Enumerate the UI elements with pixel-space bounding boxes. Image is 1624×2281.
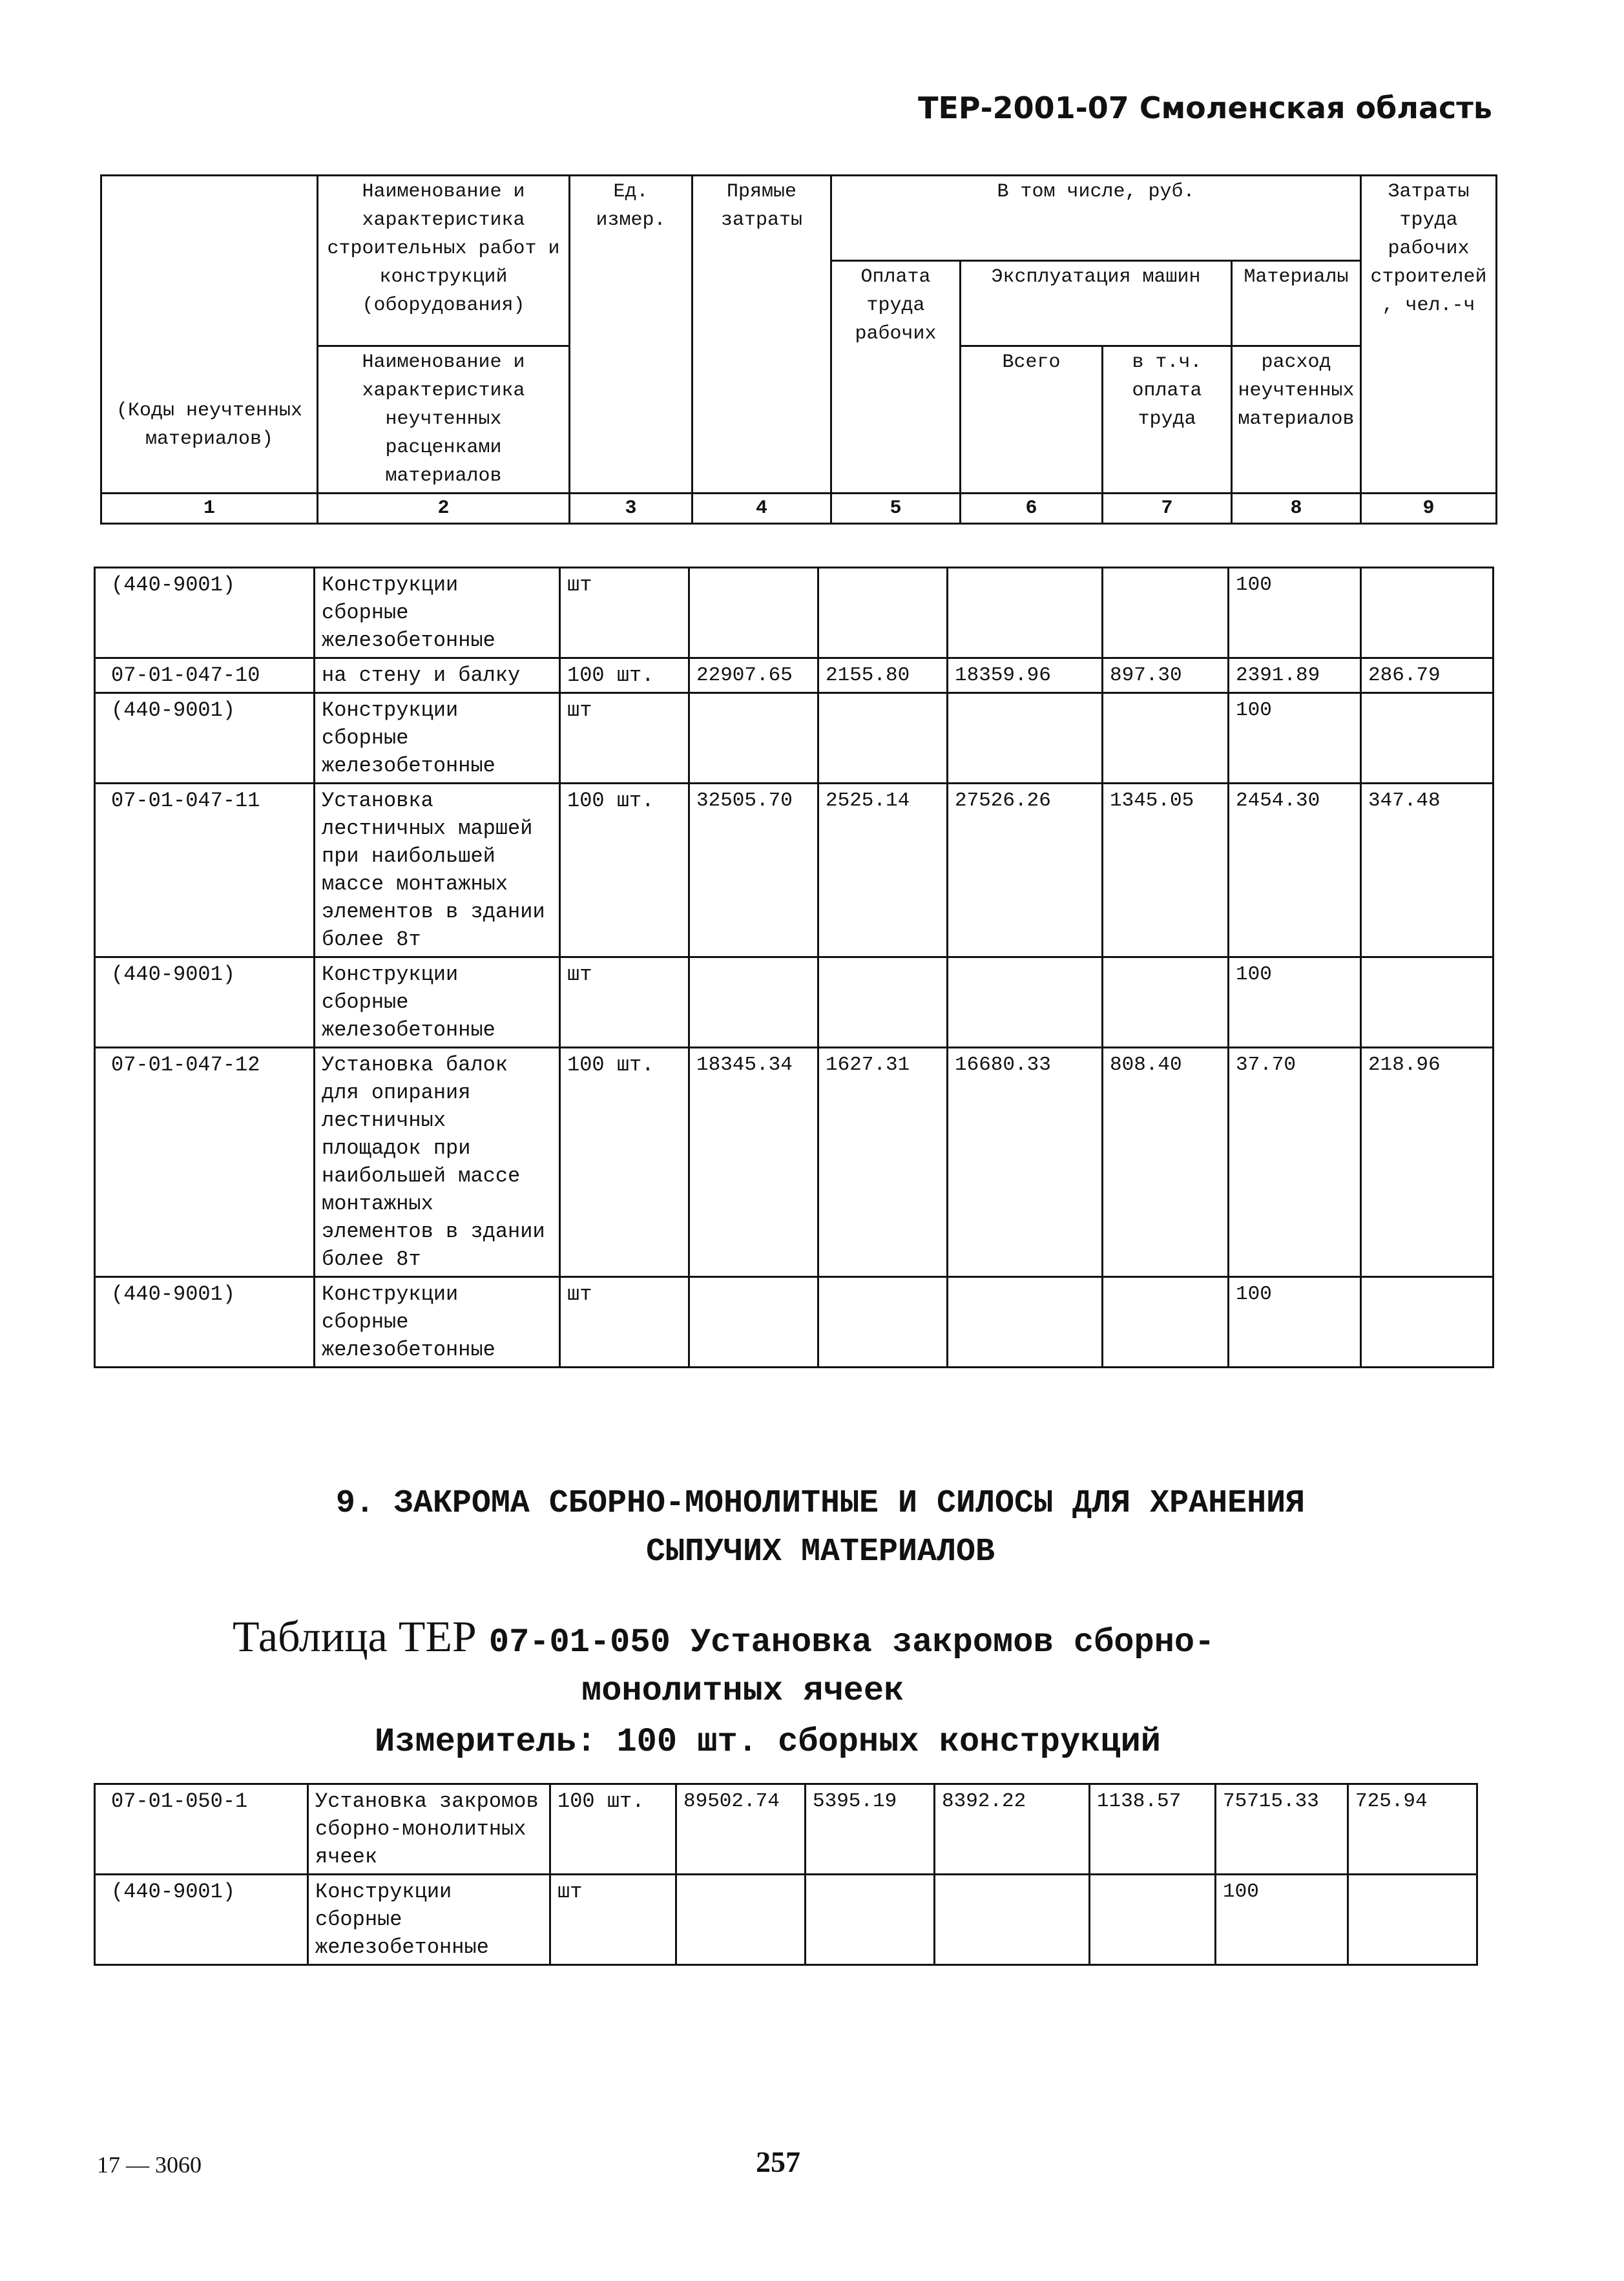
row-direct-costs: 18345.34 xyxy=(689,1048,818,1277)
row-name: Конструкции сборные железобетонные xyxy=(315,957,560,1048)
row-materials: 100 xyxy=(1229,568,1361,658)
header-name-works: Наименование и характеристика строительных работ и конструкций (оборудования) xyxy=(318,176,570,346)
table-row xyxy=(95,568,1494,658)
page-number: 257 xyxy=(756,2145,800,2178)
column-number: 4 xyxy=(692,494,831,524)
row-labor-pay xyxy=(818,1277,948,1368)
header-unit: Ед. измер. xyxy=(570,176,692,494)
table-row xyxy=(95,1277,1494,1368)
row-labor-pay: 2155.80 xyxy=(818,658,948,693)
header-direct-costs: Прямые затраты xyxy=(692,176,831,494)
row-name: Установка балок для опирания лестничных площадок при наибольшей массе монтажных элементов в здании более 8т xyxy=(315,1048,560,1277)
row-labor-hours xyxy=(1361,568,1494,658)
header-labor-hours: Затраты труда рабочих строителей, чел.-ч xyxy=(1361,176,1497,494)
row-name: Конструкции сборные железобетонные xyxy=(315,568,560,658)
row-machines-total: 16680.33 xyxy=(948,1048,1103,1277)
row-labor-pay: 5395.19 xyxy=(806,1784,935,1875)
row-unit: шт xyxy=(560,957,689,1048)
row-machines-total xyxy=(948,568,1103,658)
row-materials: 100 xyxy=(1229,957,1361,1048)
column-header-table xyxy=(100,174,1497,525)
row-materials: 2391.89 xyxy=(1229,658,1361,693)
section-title xyxy=(161,1479,1479,1576)
row-machines-labor xyxy=(1103,693,1229,784)
header-machines: Эксплуатация машин xyxy=(961,261,1232,346)
row-code: 07-01-050-1 xyxy=(95,1784,308,1875)
column-number: 8 xyxy=(1232,494,1361,524)
header-codes: (Коды неучтенных материалов) xyxy=(101,176,318,494)
row-unit: шт xyxy=(560,693,689,784)
row-code: (440-9001) xyxy=(95,1875,308,1965)
row-name: Конструкции сборные железобетонные xyxy=(315,1277,560,1368)
row-machines-labor xyxy=(1090,1875,1216,1965)
row-direct-costs xyxy=(689,1277,818,1368)
row-materials: 75715.33 xyxy=(1216,1784,1348,1875)
row-labor-hours: 725.94 xyxy=(1348,1784,1477,1875)
row-machines-labor xyxy=(1103,957,1229,1048)
header-machines-total: Всего xyxy=(961,346,1103,494)
row-labor-hours xyxy=(1348,1875,1477,1965)
row-direct-costs: 32505.70 xyxy=(689,784,818,957)
header-materials: Материалы xyxy=(1232,261,1361,346)
column-number: 5 xyxy=(831,494,961,524)
row-direct-costs: 22907.65 xyxy=(689,658,818,693)
table-row xyxy=(95,957,1494,1048)
row-labor-pay xyxy=(818,957,948,1048)
row-materials: 2454.30 xyxy=(1229,784,1361,957)
row-machines-labor: 808.40 xyxy=(1103,1048,1229,1277)
row-machines-total: 27526.26 xyxy=(948,784,1103,957)
row-machines-labor: 897.30 xyxy=(1103,658,1229,693)
row-unit: шт xyxy=(560,568,689,658)
header-machines-labor: в т.ч. оплата труда xyxy=(1103,346,1232,494)
row-unit: шт xyxy=(550,1875,676,1965)
row-code: 07-01-047-11 xyxy=(95,784,315,957)
row-labor-pay xyxy=(818,693,948,784)
row-unit: 100 шт. xyxy=(560,658,689,693)
row-labor-pay: 1627.31 xyxy=(818,1048,948,1277)
row-machines-total xyxy=(935,1875,1090,1965)
row-direct-costs: 89502.74 xyxy=(676,1784,806,1875)
footer-code: 17 — 3060 xyxy=(97,2152,202,2178)
row-name: на стену и балку xyxy=(315,658,560,693)
row-labor-pay xyxy=(806,1875,935,1965)
row-direct-costs xyxy=(676,1875,806,1965)
table-row xyxy=(95,1875,1477,1965)
row-machines-labor xyxy=(1103,1277,1229,1368)
row-labor-hours xyxy=(1361,1277,1494,1368)
header-name-materials: Наименование и характеристика неучтенных расценками материалов xyxy=(318,346,570,494)
row-code: 07-01-047-10 xyxy=(95,658,315,693)
row-unit: шт xyxy=(560,1277,689,1368)
row-unit: 100 шт. xyxy=(560,784,689,957)
row-machines-labor xyxy=(1103,568,1229,658)
row-direct-costs xyxy=(689,568,818,658)
row-machines-total: 18359.96 xyxy=(948,658,1103,693)
row-code: (440-9001) xyxy=(95,1277,315,1368)
row-labor-hours: 347.48 xyxy=(1361,784,1494,957)
row-direct-costs xyxy=(689,693,818,784)
column-number: 7 xyxy=(1103,494,1232,524)
row-name: Конструкции сборные железобетонные xyxy=(308,1875,550,1965)
header-labor-pay: Оплата труда рабочих xyxy=(831,261,961,494)
header-including: В том числе, руб. xyxy=(831,176,1361,261)
table-row xyxy=(95,1784,1477,1875)
row-materials: 100 xyxy=(1216,1875,1348,1965)
section-title-line: 9. ЗАКРОМА СБОРНО-МОНОЛИТНЫЕ И СИЛОСЫ ДЛЯ ХРАНЕНИЯ xyxy=(335,1485,1306,1522)
row-name: Установка лестничных маршей при наибольшей массе монтажных элементов в здании более 8т xyxy=(315,784,560,957)
row-machines-total xyxy=(948,1277,1103,1368)
row-name: Конструкции сборные железобетонные xyxy=(315,693,560,784)
row-code: 07-01-047-12 xyxy=(95,1048,315,1277)
table-caption xyxy=(233,1612,1460,1766)
row-labor-pay: 2525.14 xyxy=(818,784,948,957)
row-machines-total xyxy=(948,693,1103,784)
row-labor-hours xyxy=(1361,693,1494,784)
document-header: ТЕР-2001-07 Смоленская область xyxy=(918,90,1492,125)
row-machines-total xyxy=(948,957,1103,1048)
row-unit: 100 шт. xyxy=(550,1784,676,1875)
row-unit: 100 шт. xyxy=(560,1048,689,1277)
row-code: (440-9001) xyxy=(95,568,315,658)
row-labor-pay xyxy=(818,568,948,658)
row-materials: 37.70 xyxy=(1229,1048,1361,1277)
row-machines-labor: 1345.05 xyxy=(1103,784,1229,957)
row-name: Установка закромов сборно-монолитных ячеек xyxy=(308,1784,550,1875)
row-materials: 100 xyxy=(1229,693,1361,784)
column-number: 9 xyxy=(1361,494,1497,524)
row-labor-hours: 218.96 xyxy=(1361,1048,1494,1277)
table-caption-label: Таблица ТЕР xyxy=(233,1612,477,1661)
column-number: 6 xyxy=(961,494,1103,524)
row-machines-labor: 1138.57 xyxy=(1090,1784,1216,1875)
rates-table-07-01-047 xyxy=(94,567,1494,1368)
header-materials-unaccounted: расход неучтенных материалов xyxy=(1232,346,1361,494)
table-row xyxy=(95,784,1494,957)
column-number: 2 xyxy=(318,494,570,524)
row-materials: 100 xyxy=(1229,1277,1361,1368)
table-row xyxy=(95,658,1494,693)
section-title-line: СЫПУЧИХ МАТЕРИАЛОВ xyxy=(645,1534,995,1570)
table-caption-title: 07-01-050 Установка закромов сборно- xyxy=(488,1623,1215,1661)
column-number: 1 xyxy=(101,494,318,524)
column-number: 3 xyxy=(570,494,692,524)
row-code: (440-9001) xyxy=(95,693,315,784)
table-row xyxy=(95,1048,1494,1277)
table-caption-title: монолитных ячеек xyxy=(581,1672,904,1710)
rates-table-07-01-050 xyxy=(94,1783,1478,1966)
table-row xyxy=(95,693,1494,784)
table-measure-unit: Измеритель: 100 шт. сборных конструкций xyxy=(375,1723,1161,1761)
row-code: (440-9001) xyxy=(95,957,315,1048)
row-labor-hours xyxy=(1361,957,1494,1048)
row-labor-hours: 286.79 xyxy=(1361,658,1494,693)
row-machines-total: 8392.22 xyxy=(935,1784,1090,1875)
row-direct-costs xyxy=(689,957,818,1048)
